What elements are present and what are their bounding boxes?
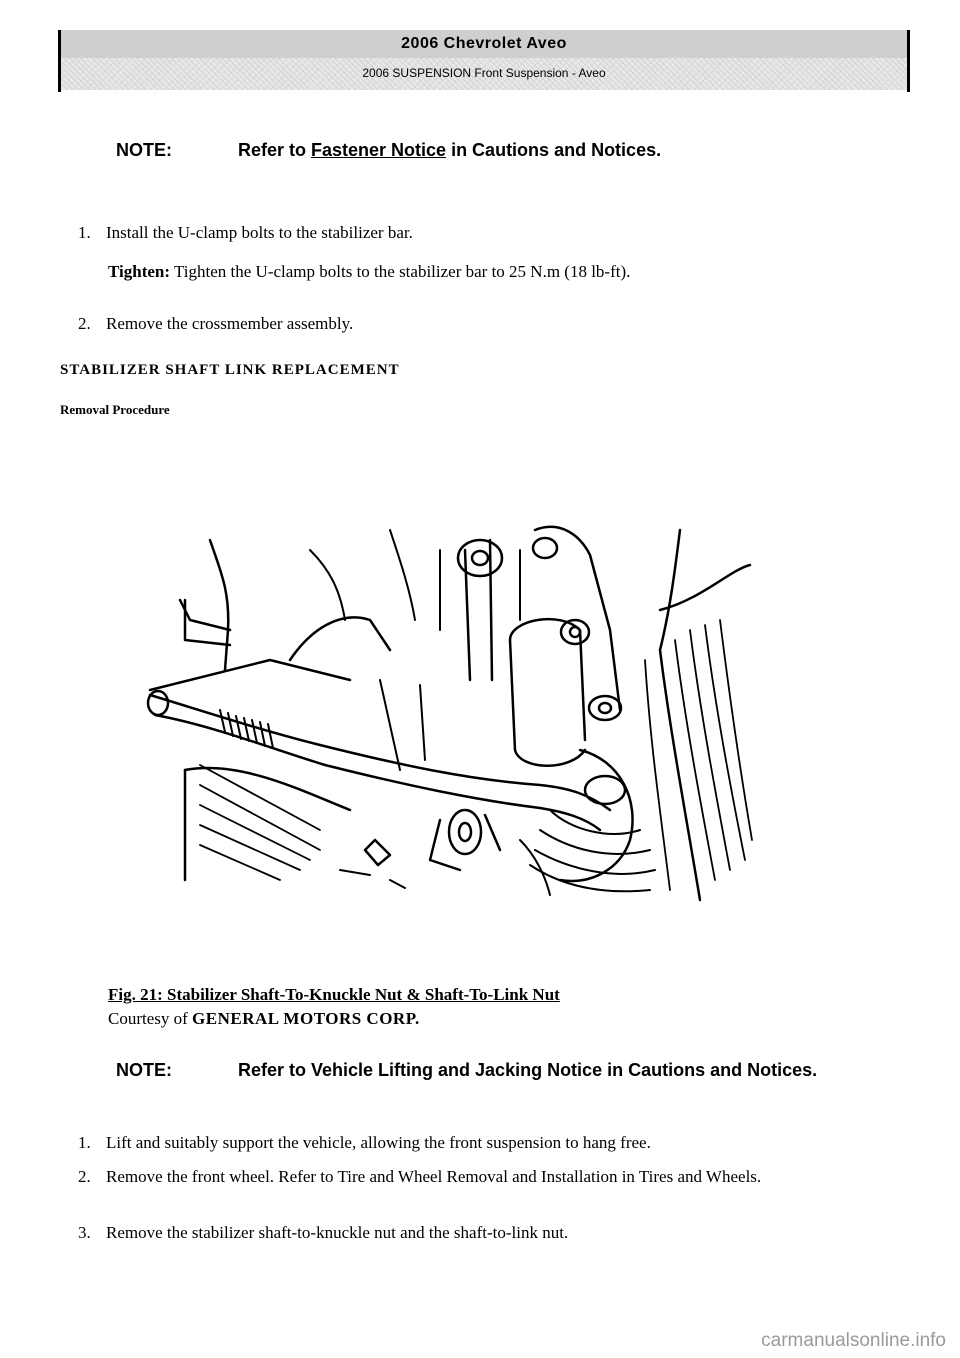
step-number: 2. — [78, 314, 91, 333]
tighten-label: Tighten: — [108, 262, 171, 281]
figure-caption — [108, 983, 560, 1031]
tighten-spec — [108, 262, 630, 282]
note-label: NOTE: — [116, 1060, 172, 1080]
step-text: Remove the crossmember assembly. — [106, 314, 354, 333]
figure-title: Fig. 21: Stabilizer Shaft-To-Knuckle Nut & Shaft-To-Link Nut — [108, 985, 560, 1004]
step-number: 3. — [78, 1223, 91, 1242]
note-suffix: in Cautions and Notices. — [446, 140, 662, 160]
watermark: carmanualsonline.info — [761, 1330, 946, 1351]
step-text: Lift and suitably support the vehicle, allowing the front suspension to hang free. — [106, 1133, 651, 1152]
document-header — [58, 30, 910, 92]
step-number: 1. — [78, 223, 91, 242]
removal-procedure-heading: Removal Procedure — [60, 402, 170, 417]
header-title: 2006 Chevrolet Aveo — [61, 30, 907, 58]
step-text: Remove the front wheel. Refer to Tire and Wheel Removal and Installation in Tires and Wheels. — [106, 1167, 762, 1186]
stabilizer-link-illustration — [140, 510, 760, 905]
note-prefix: Refer to — [238, 140, 312, 160]
courtesy-org: GENERAL MOTORS CORP. — [192, 1009, 420, 1028]
step-text: Remove the stabilizer shaft-to-knuckle nut and the shaft-to-link nut. — [106, 1223, 569, 1242]
fastener-notice-link[interactable]: Fastener Notice — [311, 140, 447, 160]
section-title: STABILIZER SHAFT LINK REPLACEMENT — [60, 362, 400, 378]
step-text: Install the U-clamp bolts to the stabilizer bar. — [106, 223, 413, 242]
figure-courtesy — [108, 1007, 560, 1031]
step-number: 1. — [78, 1133, 91, 1152]
courtesy-prefix: Courtesy of — [108, 1009, 193, 1028]
note-text — [238, 138, 888, 162]
header-subtitle: 2006 SUSPENSION Front Suspension - Aveo — [61, 58, 907, 90]
step-number: 2. — [78, 1167, 91, 1186]
note-text: Refer to Vehicle Lifting and Jacking Notice in Cautions and Notices. — [238, 1060, 818, 1080]
tighten-text: Tighten the U-clamp bolts to the stabilizer bar to 25 N.m (18 lb-ft). — [170, 262, 631, 281]
note-label: NOTE: — [116, 140, 172, 160]
